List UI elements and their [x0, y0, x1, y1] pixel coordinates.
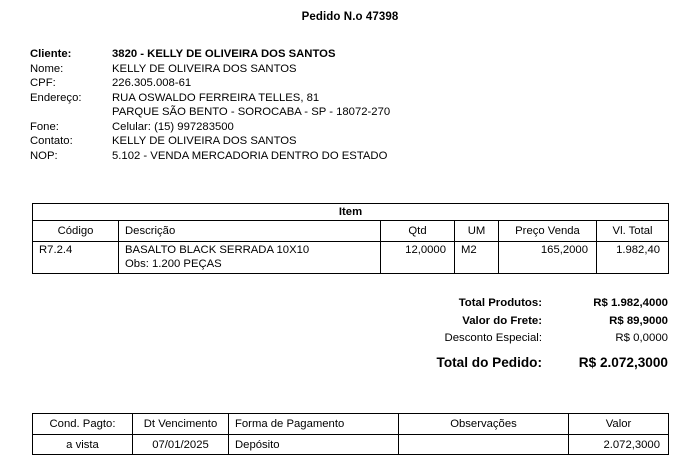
customer-value-fone: Celular: (15) 997283500: [112, 120, 234, 133]
items-col-descricao: Descrição: [119, 221, 381, 242]
items-section: [32, 203, 668, 274]
totals-label-desconto: Desconto Especial:: [444, 332, 542, 344]
totals-value-desconto: R$ 0,0000: [615, 332, 668, 344]
table-row: [33, 242, 669, 274]
customer-row-nop: [30, 150, 390, 165]
item-descricao: BASALTO BLACK SERRADA 10X10: [125, 244, 310, 256]
item-um: M2: [455, 242, 499, 274]
totals-value-produtos: R$ 1.982,4000: [593, 297, 668, 309]
item-codigo: R7.2.4: [33, 242, 119, 274]
totals-label-frete: Valor do Frete:: [462, 314, 542, 327]
item-preco-venda: 165,2000: [499, 242, 597, 274]
totals-row-produtos: [437, 295, 668, 313]
item-descricao-cell: [119, 242, 381, 274]
payment-col-valor: Valor: [569, 414, 669, 435]
customer-label-nome: Nome:: [30, 62, 64, 75]
items-col-vl-total: Vl. Total: [597, 221, 669, 242]
items-col-um: UM: [455, 221, 499, 242]
payment-table: [32, 413, 669, 455]
items-table: [32, 203, 669, 274]
payment-cond-pagto: a vista: [33, 435, 133, 455]
customer-label-cliente: Cliente:: [30, 48, 72, 60]
table-row: [33, 435, 669, 455]
totals-table: [437, 295, 668, 373]
payment-col-forma-pagamento: Forma de Pagamento: [229, 414, 399, 435]
item-obs: Obs: 1.200 PEÇAS: [125, 257, 222, 270]
customer-label-cpf: CPF:: [30, 77, 56, 89]
customer-label-nop: NOP:: [30, 149, 58, 162]
customer-label-contato: Contato:: [30, 135, 73, 147]
customer-label-endereco: Endereço:: [30, 91, 82, 104]
payment-header-row: [33, 414, 669, 435]
customer-row-endereco-cont: [30, 106, 390, 121]
items-col-preco-venda: Preço Venda: [499, 221, 597, 242]
totals-value-frete: R$ 89,9000: [609, 314, 668, 327]
customer-value-nop: 5.102 - VENDA MERCADORIA DENTRO DO ESTADO: [112, 149, 388, 162]
payment-forma-pagamento: Depósito: [229, 435, 399, 455]
customer-value-cliente: 3820 - KELLY DE OLIVEIRA DOS SANTOS: [112, 48, 336, 60]
totals-section: [338, 295, 668, 373]
customer-label-empty: [30, 106, 112, 121]
payment-section: [32, 413, 668, 455]
customer-value-endereco: RUA OSWALDO FERREIRA TELLES, 81: [112, 91, 320, 104]
customer-value-cpf: 226.305.008-61: [112, 77, 192, 89]
item-vl-total: 1.982,40: [597, 242, 669, 274]
page-title: Pedido N.o 47398: [301, 11, 399, 23]
customer-row-endereco: [30, 92, 390, 107]
totals-row-frete: [437, 313, 668, 331]
payment-col-observacoes: Observações: [399, 414, 569, 435]
customer-value-nome: KELLY DE OLIVEIRA DOS SANTOS: [112, 62, 297, 75]
customer-value-contato: KELLY DE OLIVEIRA DOS SANTOS: [112, 135, 297, 147]
totals-label-pedido: Total do Pedido:: [436, 354, 542, 370]
customer-row-nome: [30, 63, 390, 78]
customer-row-cliente: [30, 48, 390, 63]
items-group-header-row: [33, 204, 669, 221]
items-group-header: Item: [33, 204, 669, 221]
payment-observacoes: [399, 435, 569, 455]
payment-col-cond-pagto: Cond. Pagto:: [33, 414, 133, 435]
totals-row-pedido: [437, 348, 668, 374]
items-header-row: [33, 221, 669, 242]
totals-row-desconto: [437, 330, 668, 348]
customer-row-cpf: [30, 77, 390, 92]
payment-valor: 2.072,3000: [569, 435, 669, 455]
customer-row-contato: [30, 135, 390, 150]
item-qtd: 12,0000: [381, 242, 455, 274]
customer-label-fone: Fone:: [30, 120, 59, 133]
payment-col-dt-vencimento: Dt Vencimento: [133, 414, 229, 435]
items-col-qtd: Qtd: [381, 221, 455, 242]
totals-value-pedido: R$ 2.072,3000: [578, 354, 668, 370]
customer-info-block: [30, 48, 390, 164]
payment-dt-vencimento: 07/01/2025: [133, 435, 229, 455]
totals-label-produtos: Total Produtos:: [458, 297, 542, 309]
customer-row-fone: [30, 121, 390, 136]
customer-value-bairro-cidade: PARQUE SÃO BENTO - SOROCABA - SP - 18072-270: [112, 106, 391, 118]
items-col-codigo: Código: [33, 221, 119, 242]
